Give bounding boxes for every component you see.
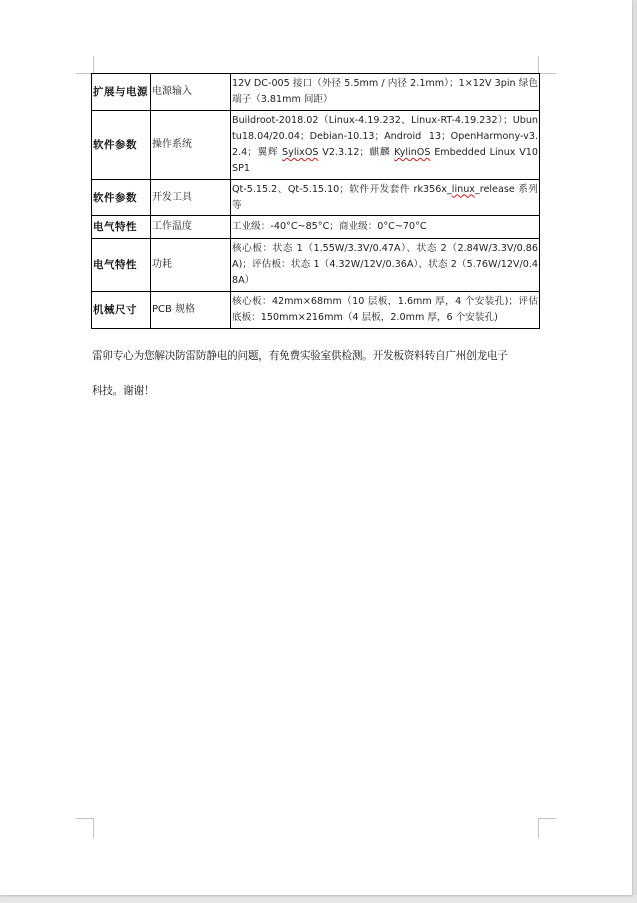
crop-mark-bottom-right: [538, 818, 556, 838]
category-cell[interactable]: 机械尺寸: [92, 292, 151, 329]
category-cell[interactable]: 软件参数: [92, 180, 151, 216]
body-paragraph-line-1[interactable]: 雷卯专心为您解决防雷防静电的问题，有免费实验室供检测。开发板资料转自广州创龙电子: [92, 350, 508, 362]
crop-mark-top-left: [76, 56, 94, 74]
category-cell[interactable]: 软件参数: [92, 111, 151, 180]
spellcheck-word[interactable]: SylixOS: [282, 147, 319, 158]
table-row: [92, 239, 540, 292]
spec-cell[interactable]: Buildroot-2018.02（Linux-4.19.232、Linux-RT-4.19.232）；Ubuntu18.04/20.04；Debian-10.13；Android 13；OpenHarmony-v3.2.4；翼辉 SylixOS V2.3.12；麒麟 KylinOS Embedded Linux V10 SP1: [231, 111, 540, 180]
item-cell[interactable]: 操作系统: [151, 111, 231, 180]
item-cell[interactable]: 工作温度: [151, 216, 231, 239]
vertical-scrollbar[interactable]: [633, 0, 637, 895]
category-cell[interactable]: 扩展与电源: [92, 74, 151, 111]
crop-mark-bottom-left: [76, 818, 94, 838]
table-row: [92, 111, 540, 180]
spellcheck-word[interactable]: linux: [451, 183, 475, 195]
item-cell[interactable]: 功耗: [151, 239, 231, 292]
spec-cell[interactable]: 核心板：42mm×68mm（10 层板，1.6mm 厚，4 个安装孔)；评估底板：150mm×216mm（4 层板，2.0mm 厚，6 个安装孔): [231, 292, 540, 329]
spellcheck-word[interactable]: KylinOS: [394, 147, 431, 158]
crop-mark-top-right: [538, 56, 556, 74]
item-cell[interactable]: PCB 规格: [151, 292, 231, 329]
spec-cell[interactable]: 核心板：状态 1（1.55W/3.3V/0.47A）、状态 2（2.84W/3.3V/0.86A)；评估板：状态 1（4.32W/12V/0.36A）、状态 2（5.76W/12V/0.48A）: [231, 239, 540, 292]
table-row: [92, 180, 540, 216]
spec-table: [91, 73, 540, 329]
body-paragraph-line-2[interactable]: 科技。谢谢！: [92, 385, 155, 397]
category-cell[interactable]: 电气特性: [92, 239, 151, 292]
table-row: [92, 216, 540, 239]
table-row: [92, 74, 540, 111]
category-cell[interactable]: 电气特性: [92, 216, 151, 239]
spec-cell[interactable]: 12V DC-005 接口（外径 5.5mm / 内径 2.1mm）；1×12V 3pin 绿色端子（3.81mm 间距）: [231, 74, 540, 111]
item-cell[interactable]: 电源输入: [151, 74, 231, 111]
spec-cell[interactable]: Qt-5.15.2、Qt-5.15.10；软件开发套件 rk356x_linux_release 系列等: [231, 180, 540, 216]
table-row: [92, 292, 540, 329]
spec-cell[interactable]: 工业级：-40°C~85°C；商业级：0°C~70°C: [231, 216, 540, 239]
item-cell[interactable]: 开发工具: [151, 180, 231, 216]
